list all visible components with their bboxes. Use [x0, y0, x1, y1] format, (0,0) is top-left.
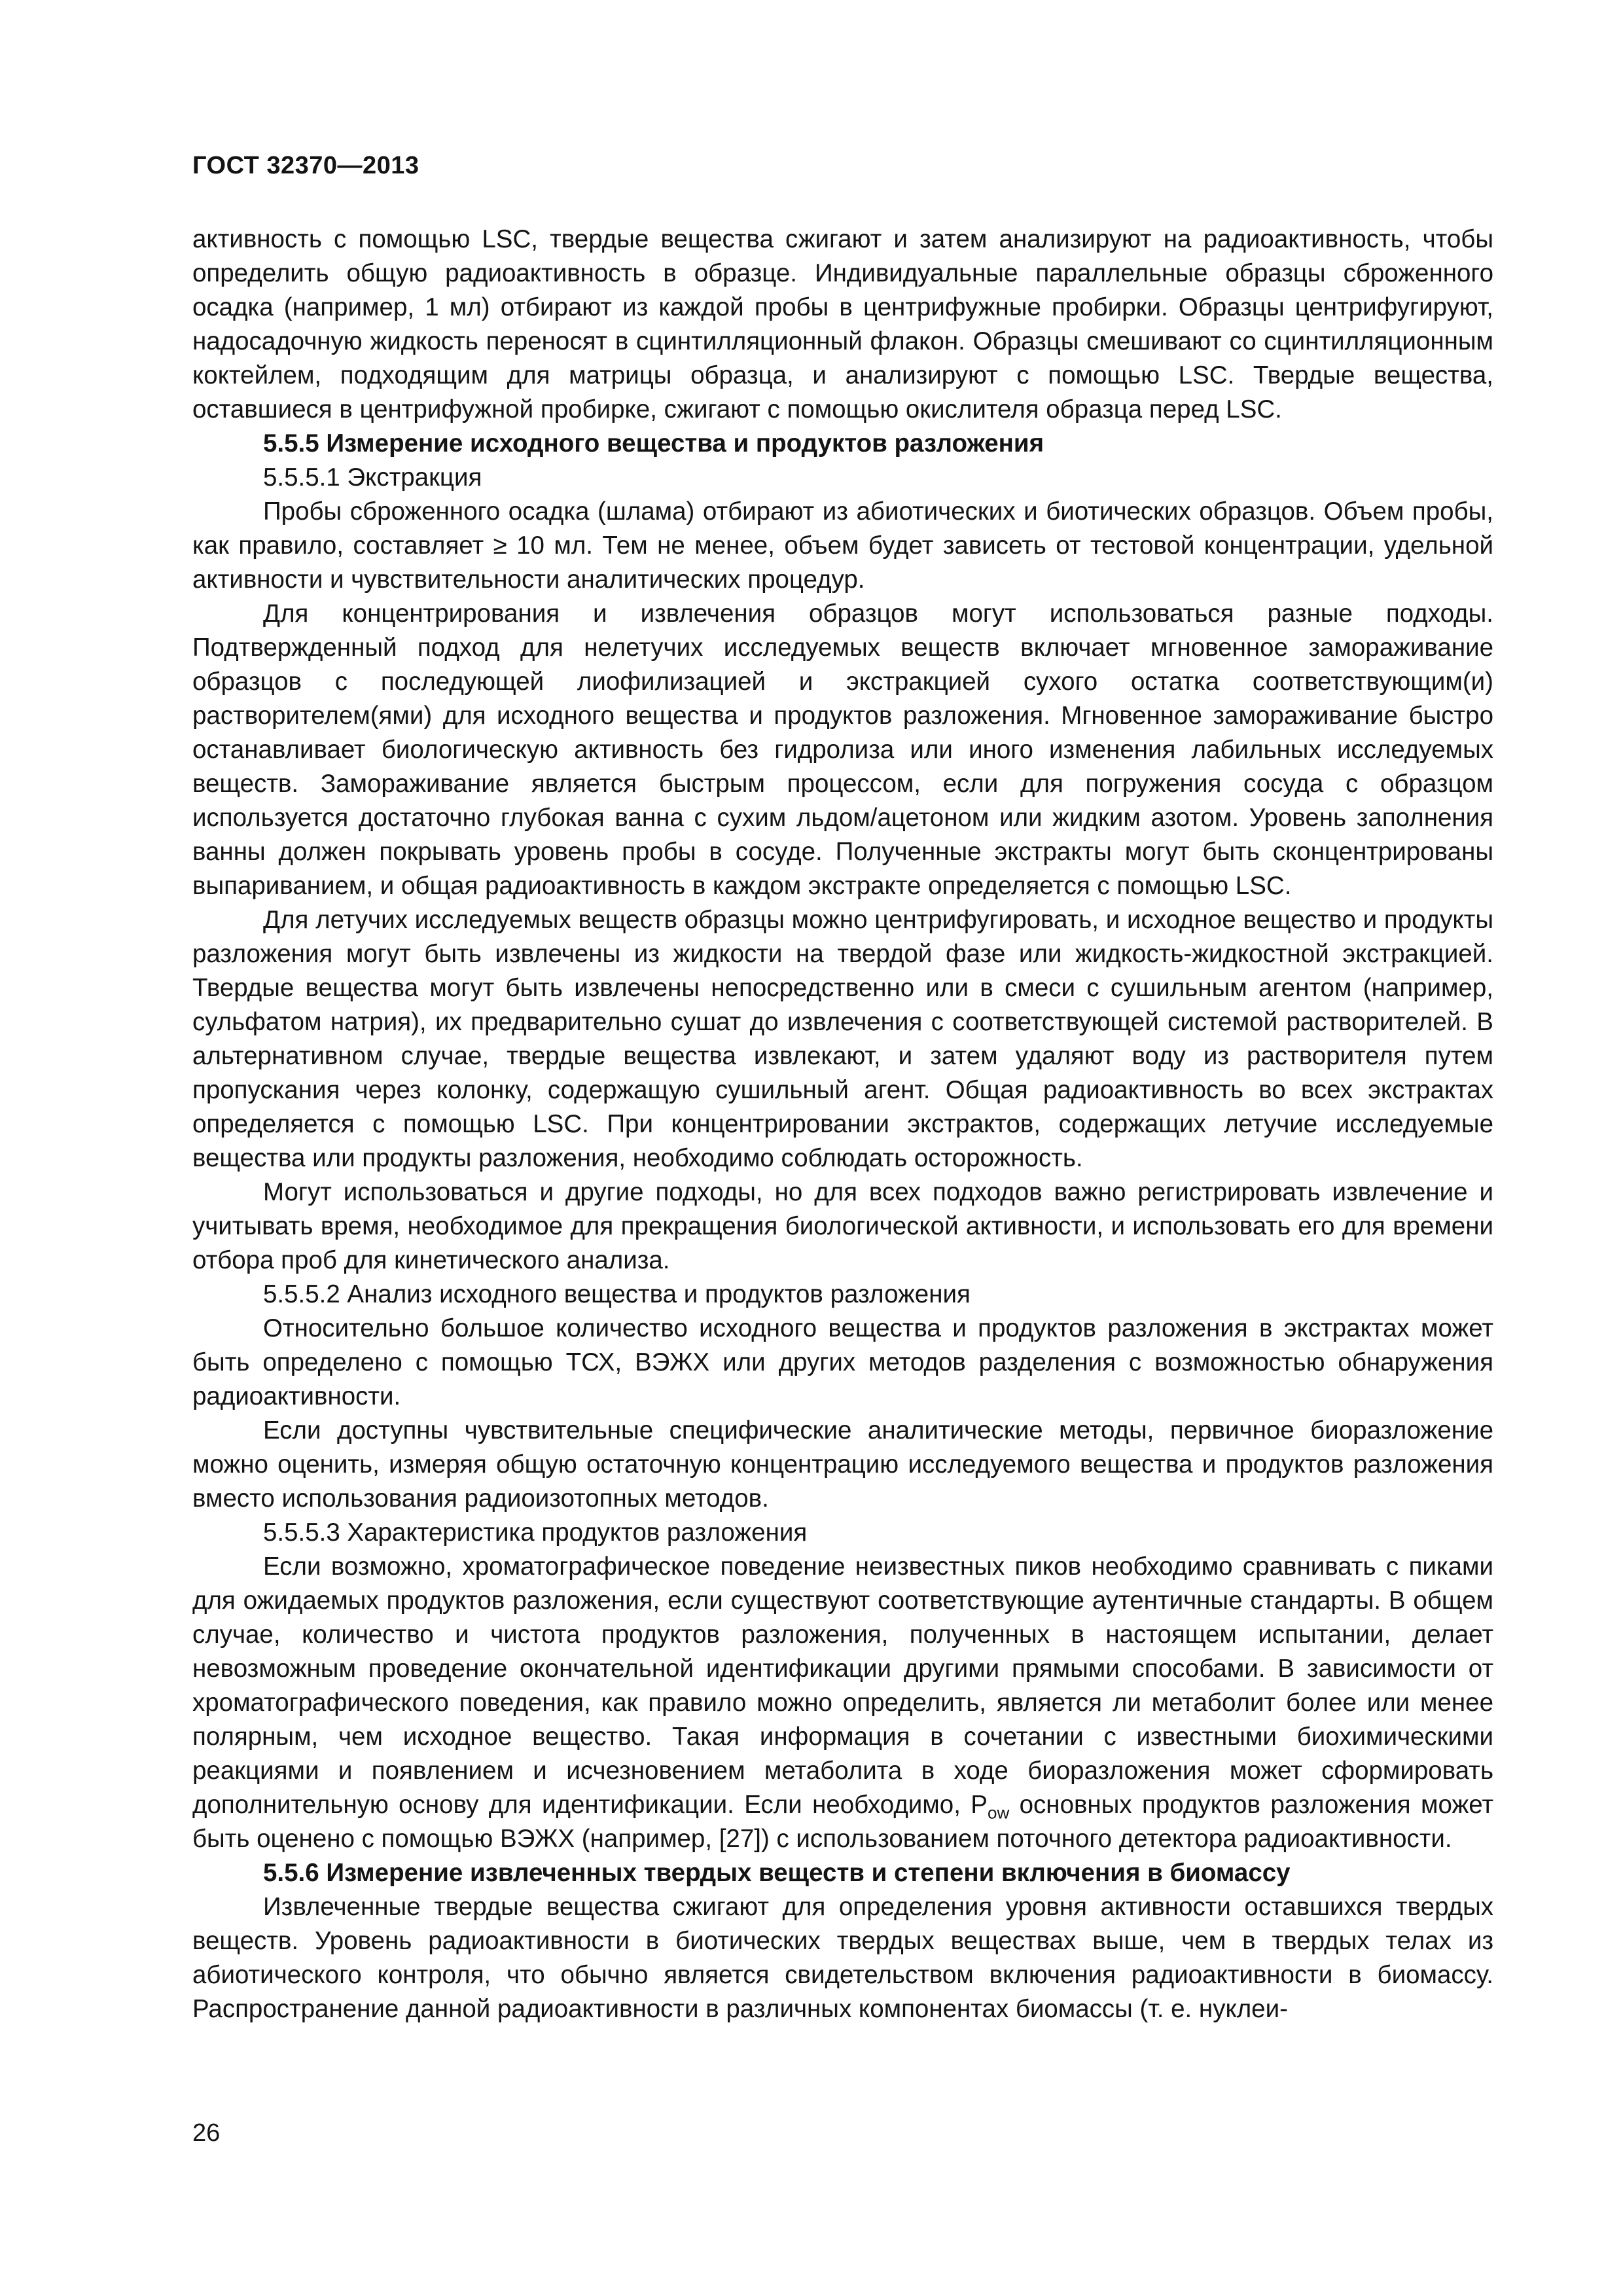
paragraph: Извлеченные твердые вещества сжигают для определения уровня активности оставшихся твердых веществ. Уровень радиоактивности в биотических твердых веществах выше, чем в твердых телах из абиотического контроля, что обычно является свидетельством включения радиоактивности в биомассу. Распространение данной радиоактивности в различных компонентах биомассы (т. е. нуклеи- — [192, 1893, 1493, 2023]
paragraph: активность с помощью LSC, твердые вещества сжигают и затем анализируют на радиоактивность, чтобы определить общую радиоактивность в образце. Индивидуальные параллельные образцы сброженного осадка (например, 1 мл) отбирают из каждой пробы в центрифужные пробирки. Образцы центрифугируют, надосадочную жидкость переносят в сцинтилляционный флакон. Образцы смешивают со сцинтилляционным коктейлем, подходящим для матрицы образца, и анализируют с помощью LSC. Твердые вещества, оставшиеся в центрифужной пробирке, сжигают с помощью окислителя образца перед LSC. — [192, 225, 1493, 423]
paragraph-text: основных продуктов разложения может быть оценено с помощью ВЭЖХ (например, [27]) с использованием поточного детектора радиоактивности. — [192, 1791, 1493, 1853]
subsection-heading-5-5-5-2: 5.5.5.2 Анализ исходного вещества и продуктов разложения — [263, 1280, 971, 1308]
paragraph: Относительно большое количество исходного вещества и продуктов разложения в экстрактах может быть определено с помощью ТСХ, ВЭЖХ или других методов разделения с возможностью обнаружения радиоактивности. — [192, 1314, 1493, 1410]
section-heading-5-5-6: 5.5.6 Измерение извлеченных твердых веществ и степени включения в биомассу — [263, 1859, 1291, 1887]
paragraph-text: Если возможно, хроматографическое поведение неизвестных пиков необходимо сравнивать с пиками для ожидаемых продуктов разложения, если существуют соответствующие аутентичные стандарты. В общем случае, количество и чистота продуктов разложения, полученных в настоящем испытании, делает невозможным проведение окончательной идентификации другими прямыми способами. В зависимости от хроматографического поведения, как правило можно определить, является ли метаболит более или менее полярным, чем исходное вещество. Такая информация в сочетании с известными биохимическими реакциями и появлением и исчезновением метаболита в ходе биоразложения может сформировать дополнительную основу для идентификации. Если необходимо, P — [192, 1552, 1493, 1819]
paragraph — [192, 1550, 1493, 1856]
paragraph: Пробы сброженного осадка (шлама) отбирают из абиотических и биотических образцов. Объем пробы, как правило, составляет ≥ 10 мл. Тем не менее, объем будет зависеть от тестовой концентрации, удельной активности и чувствительности аналитических процедур. — [192, 497, 1493, 594]
subsection-heading-5-5-5-1: 5.5.5.1 Экстракция — [263, 463, 482, 492]
subscript: ow — [987, 1803, 1010, 1823]
page-number: 26 — [192, 2119, 221, 2147]
document-body — [192, 223, 1493, 2026]
subsection-heading-5-5-5-3: 5.5.5.3 Характеристика продуктов разложения — [263, 1518, 808, 1547]
section-heading-5-5-5: 5.5.5 Измерение исходного вещества и продуктов разложения — [263, 429, 1044, 457]
paragraph: Если доступны чувствительные специфические аналитические методы, первичное биоразложение можно оценить, измеряя общую остаточную концентрацию исследуемого вещества и продуктов разложения вместо использования радиоизотопных методов. — [192, 1416, 1493, 1513]
paragraph: Для летучих исследуемых веществ образцы можно центрифугировать, и исходное вещество и продукты разложения могут быть извлечены из жидкости на твердой фазе или жидкость-жидкостной экстракцией. Твердые вещества могут быть извлечены непосредственно или в смеси с сушильным агентом (например, сульфатом натрия), их предварительно сушат до извлечения с соответствующей системой растворителей. В альтернативном случае, твердые вещества извлекают, и затем удаляют воду из растворителя путем пропускания через колонку, содержащую сушильный агент. Общая радиоактивность во всех экстрактах определяется с помощью LSC. При концентрировании экстрактов, содержащих летучие исследуемые вещества или продукты разложения, необходимо соблюдать осторожность. — [192, 906, 1493, 1172]
paragraph: Для концентрирования и извлечения образцов могут использоваться разные подходы. Подтвержденный подход для нелетучих исследуемых веществ включает мгновенное замораживание образцов с последующей лиофилизацией и экстракцией сухого остатка соответствующим(и) растворителем(ями) для исходного вещества и продуктов разложения. Мгновенное замораживание быстро останавливает биологическую активность без гидролиза или иного изменения лабильных исследуемых веществ. Замораживание является быстрым процессом, если для погружения сосуда с образцом используется достаточно глубокая ванна с сухим льдом/ацетоном или жидким азотом. Уровень заполнения ванны должен покрывать уровень пробы в сосуде. Полученные экстракты могут быть сконцентрированы выпариванием, и общая радиоактивность в каждом экстракте определяется с помощью LSC. — [192, 600, 1493, 900]
document-header: ГОСТ 32370—2013 — [192, 152, 419, 179]
paragraph: Могут использоваться и другие подходы, но для всех подходов важно регистрировать извлечение и учитывать время, необходимое для прекращения биологической активности, и использовать его для времени отбора проб для кинетического анализа. — [192, 1178, 1493, 1274]
